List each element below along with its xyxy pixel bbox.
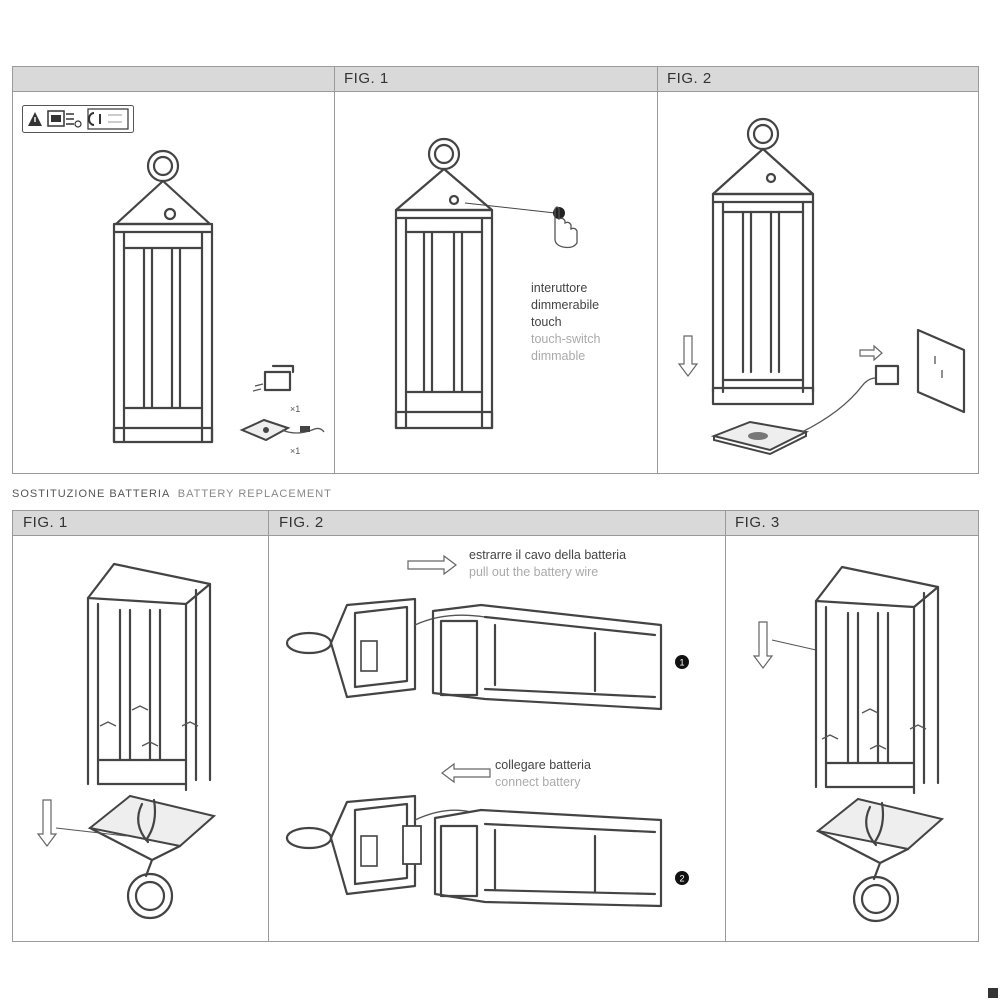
section-title-en: BATTERY REPLACEMENT [177, 488, 332, 500]
battery-connect-illustration [285, 790, 665, 935]
pull-caption-it: estrarre il cavo della batteria [469, 548, 627, 562]
fig-label: FIG. 2 [667, 70, 712, 87]
lantern-illustration [100, 148, 230, 458]
divider [268, 511, 269, 941]
touch-caption-en: touch-switch dimmable [531, 332, 601, 363]
divider [334, 67, 335, 473]
adapter-illustration [245, 364, 305, 404]
touch-caption-it: interuttore dimmerabile touch [531, 281, 600, 329]
down-arrow-icon [679, 336, 697, 378]
lantern-base-removal-illustration [82, 560, 222, 930]
fig-label: FIG. 1 [23, 514, 68, 531]
down-arrow-icon [754, 622, 772, 670]
connect-battery-caption [495, 757, 591, 791]
section-title-it: SOSTITUZIONE BATTERIA [12, 488, 170, 500]
quantity-label: ×1 [290, 404, 301, 414]
down-arrow-icon [38, 800, 56, 848]
connect-caption-it: collegare batteria [495, 758, 591, 772]
lantern-reassembly-illustration [810, 563, 950, 933]
pull-wire-caption [469, 547, 626, 581]
battery-icon [88, 109, 128, 129]
pull-caption-en: pull out the battery wire [469, 565, 599, 579]
step-badge [674, 654, 690, 670]
divider [657, 67, 658, 473]
battery-disconnect-illustration [285, 585, 665, 735]
left-arrow-icon [440, 764, 490, 782]
battery-header-bar [13, 511, 978, 536]
corner-mark [988, 988, 998, 998]
divider [725, 511, 726, 941]
connect-caption-en: connect battery [495, 775, 581, 789]
quantity-label: ×1 [290, 446, 301, 456]
top-header-bar [13, 67, 978, 92]
charging-base-plug-illustration [710, 326, 970, 466]
touch-pointer [455, 195, 595, 255]
fig-label: FIG. 2 [279, 514, 324, 531]
lantern-touch-illustration [388, 132, 498, 442]
right-arrow-icon [408, 556, 458, 574]
fig-label: FIG. 1 [344, 70, 389, 87]
touch-switch-caption [531, 263, 600, 382]
charging-base-illustration [238, 414, 328, 450]
icon-strip [22, 105, 134, 133]
step-number: 2 [679, 873, 685, 884]
step-badge [674, 870, 690, 886]
fig-label: FIG. 3 [735, 514, 780, 531]
section-title [12, 488, 332, 500]
step-number: 1 [679, 657, 685, 668]
